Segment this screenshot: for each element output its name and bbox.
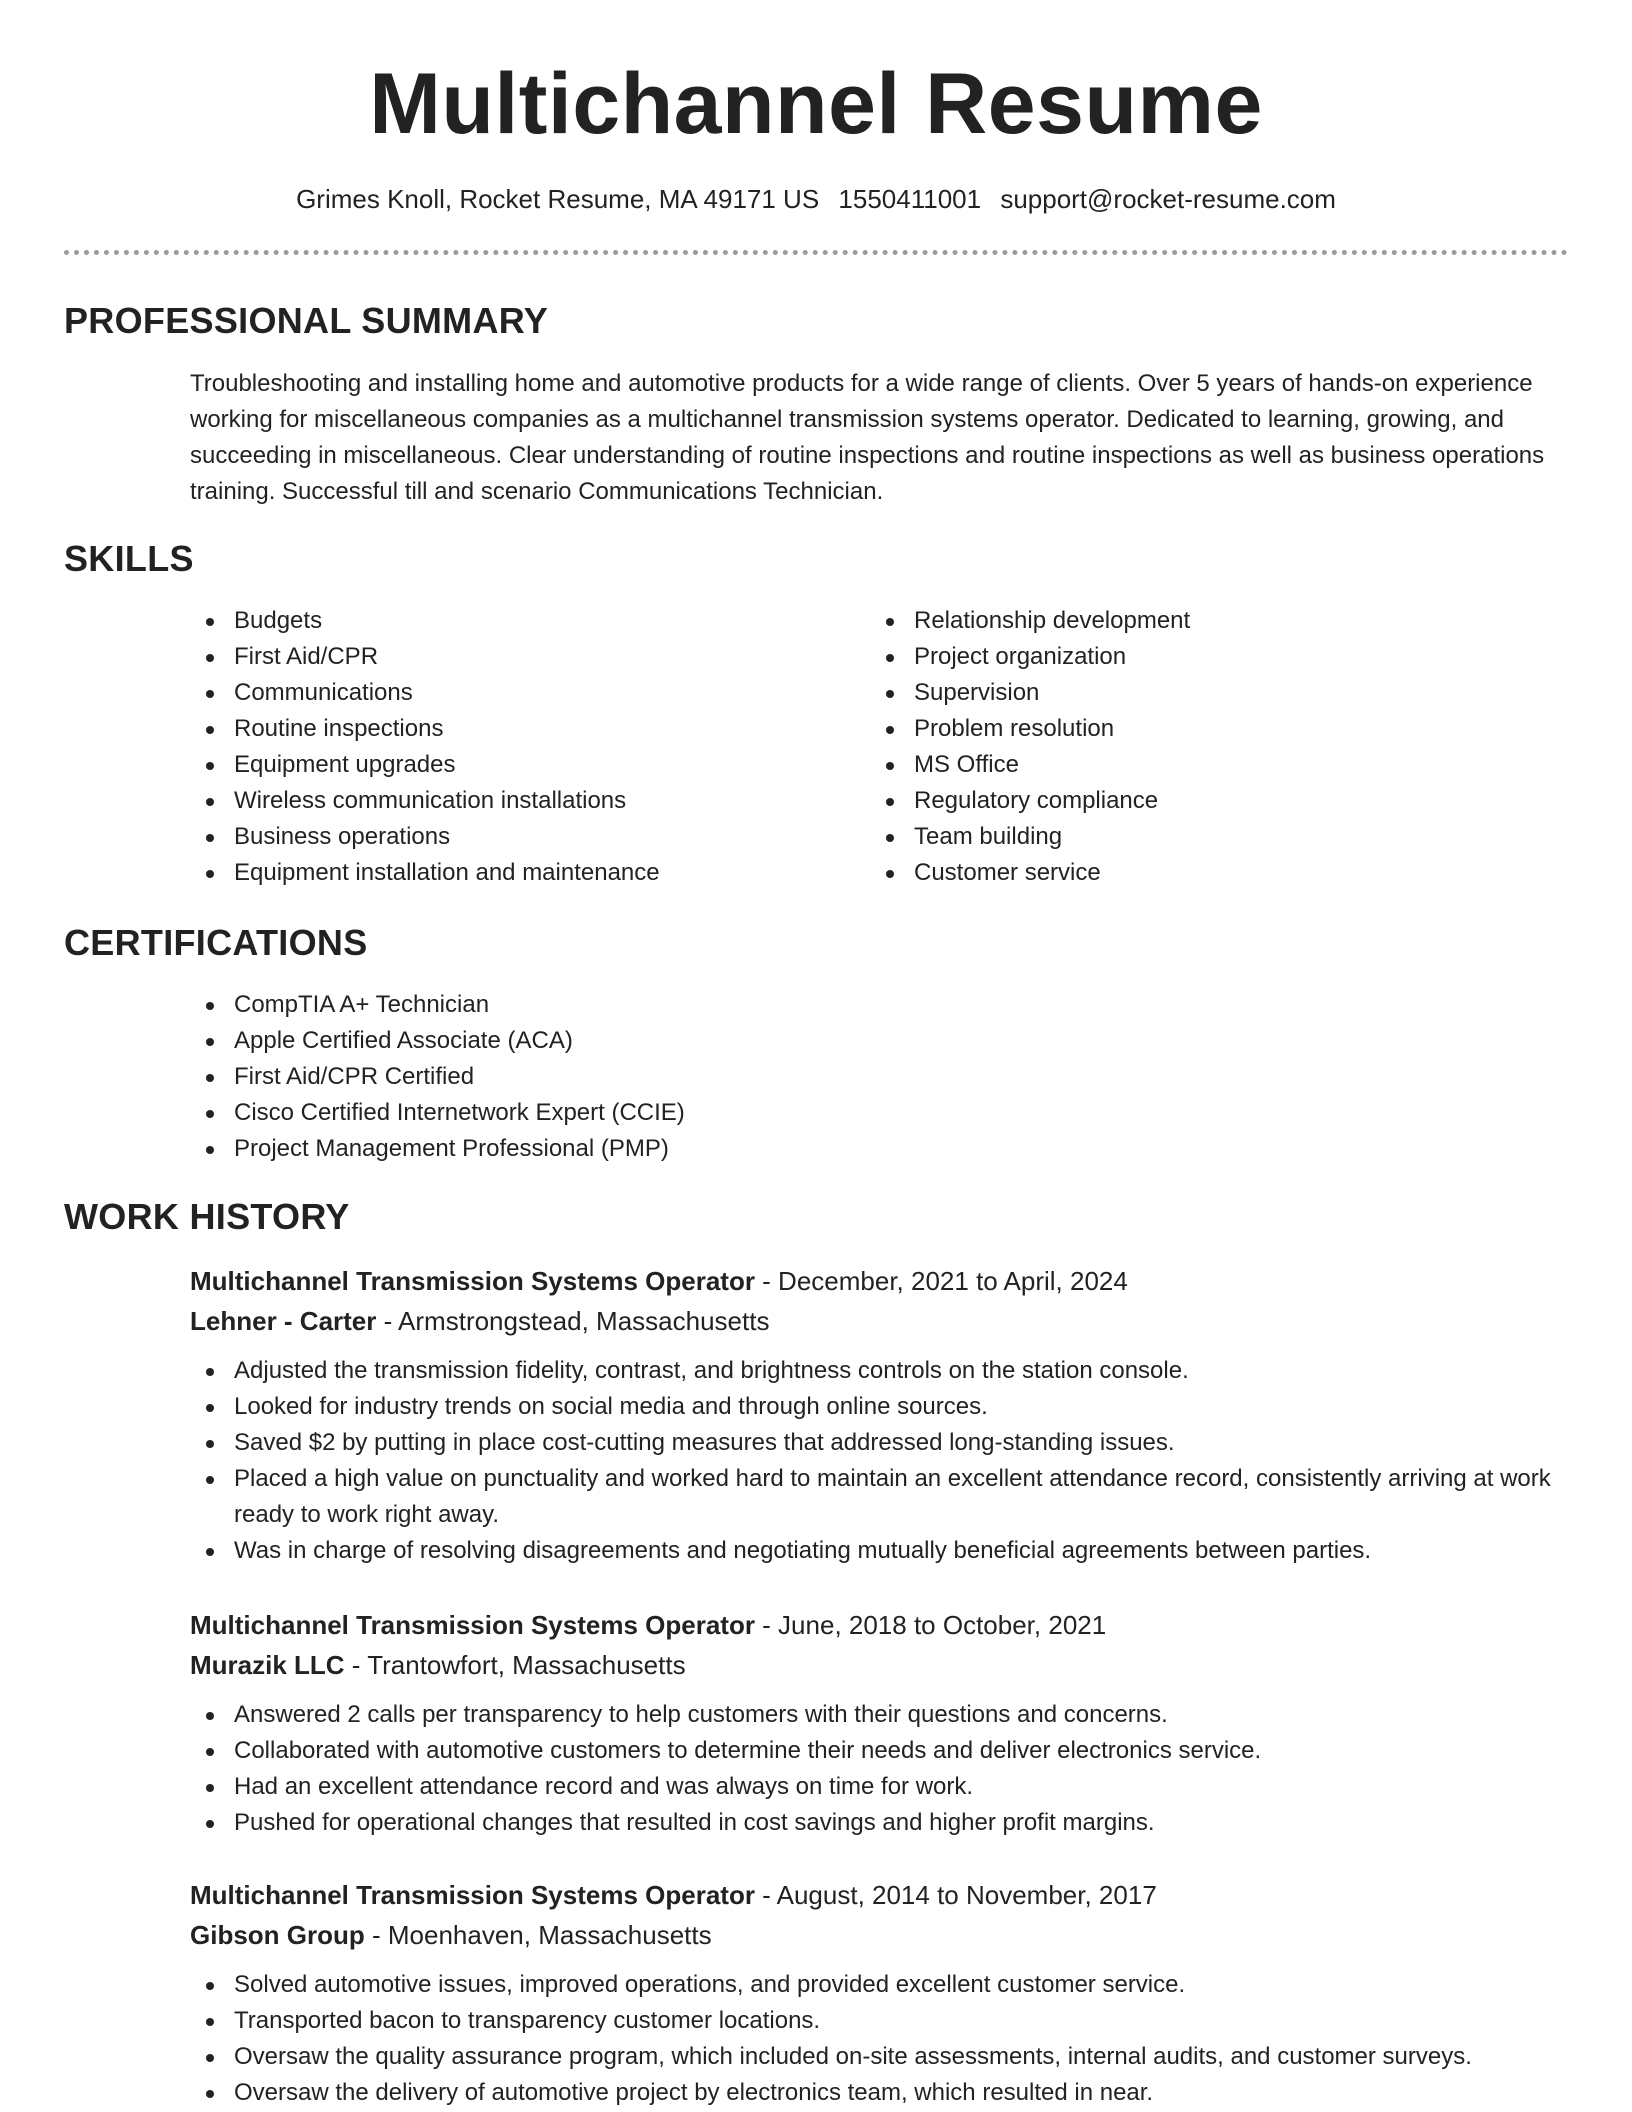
certification-item: First Aid/CPR Certified bbox=[190, 1059, 1090, 1095]
job-bullet: Solved automotive issues, improved operations, and provided excellent customer service. bbox=[190, 1967, 1570, 2003]
job-role: Multichannel Transmission Systems Operator bbox=[190, 1266, 755, 1296]
skill-item: Wireless communication installations bbox=[190, 783, 830, 819]
skills-list-right bbox=[870, 603, 1510, 891]
job-title-line bbox=[190, 1875, 1570, 1915]
skill-item: Equipment installation and maintenance bbox=[190, 855, 830, 891]
skill-item: First Aid/CPR bbox=[190, 639, 830, 675]
job-bullets bbox=[190, 1353, 1570, 1569]
job-entry bbox=[190, 1605, 1570, 1841]
job-role: Multichannel Transmission Systems Operator bbox=[190, 1610, 755, 1640]
certifications-list bbox=[190, 987, 1090, 1167]
certification-item: CompTIA A+ Technician bbox=[190, 987, 1090, 1023]
job-company-line bbox=[190, 1915, 1570, 1955]
job-dates: - August, 2014 to November, 2017 bbox=[754, 1880, 1157, 1910]
job-company: Murazik LLC bbox=[190, 1650, 345, 1680]
contact-email: support@rocket-resume.com bbox=[1000, 184, 1336, 214]
job-title-line bbox=[190, 1261, 1570, 1301]
job-company: Lehner - Carter bbox=[190, 1306, 377, 1336]
job-bullet: Collaborated with automotive customers to determine their needs and deliver electronics service. bbox=[190, 1733, 1570, 1769]
job-bullet: Answered 2 calls per transparency to help customers with their questions and concerns. bbox=[190, 1697, 1570, 1733]
job-role: Multichannel Transmission Systems Operator bbox=[190, 1880, 755, 1910]
job-bullet: Saved $2 by putting in place cost-cutting measures that addressed long-standing issues. bbox=[190, 1425, 1570, 1461]
contact-address: Grimes Knoll, Rocket Resume, MA 49171 US bbox=[296, 184, 820, 214]
resume-name: Multichannel Resume bbox=[369, 56, 1263, 152]
skill-item: Customer service bbox=[870, 855, 1510, 891]
certification-item: Project Management Professional (PMP) bbox=[190, 1131, 1090, 1167]
job-company-line bbox=[190, 1645, 1570, 1685]
skill-item: Project organization bbox=[870, 639, 1510, 675]
job-bullet: Adjusted the transmission fidelity, contrast, and brightness controls on the station console. bbox=[190, 1353, 1570, 1389]
job-location: - Armstrongstead, Massachusetts bbox=[376, 1306, 770, 1336]
skill-item: Budgets bbox=[190, 603, 830, 639]
job-dates: - December, 2021 to April, 2024 bbox=[754, 1266, 1128, 1296]
job-entry bbox=[190, 1875, 1570, 2111]
job-entry bbox=[190, 1261, 1570, 1569]
skill-item: Team building bbox=[870, 819, 1510, 855]
job-company: Gibson Group bbox=[190, 1920, 365, 1950]
job-bullet: Was in charge of resolving disagreements and negotiating mutually beneficial agreements between parties. bbox=[190, 1533, 1570, 1569]
job-bullet: Had an excellent attendance record and was always on time for work. bbox=[190, 1769, 1570, 1805]
job-bullet: Placed a high value on punctuality and worked hard to maintain an excellent attendance record, consistently arriving at work ready to work right away. bbox=[190, 1461, 1570, 1533]
section-title-work-history: WORK HISTORY bbox=[64, 1196, 350, 1237]
section-title-summary: PROFESSIONAL SUMMARY bbox=[64, 300, 549, 341]
job-bullet: Oversaw the delivery of automotive project by electronics team, which resulted in near. bbox=[190, 2075, 1570, 2111]
job-company-line bbox=[190, 1301, 1570, 1341]
header-divider bbox=[64, 250, 1568, 255]
skill-item: Business operations bbox=[190, 819, 830, 855]
job-bullets bbox=[190, 1697, 1570, 1841]
job-dates: - June, 2018 to October, 2021 bbox=[754, 1610, 1107, 1640]
job-bullet: Transported bacon to transparency customer locations. bbox=[190, 2003, 1570, 2039]
job-location: - Trantowfort, Massachusetts bbox=[344, 1650, 686, 1680]
skill-item: Relationship development bbox=[870, 603, 1510, 639]
skill-item: Equipment upgrades bbox=[190, 747, 830, 783]
skill-item: Communications bbox=[190, 675, 830, 711]
job-bullet: Pushed for operational changes that resulted in cost savings and higher profit margins. bbox=[190, 1805, 1570, 1841]
certification-item: Apple Certified Associate (ACA) bbox=[190, 1023, 1090, 1059]
contact-line bbox=[0, 180, 1632, 218]
contact-phone: 1550411001 bbox=[838, 184, 982, 214]
job-title-line bbox=[190, 1605, 1570, 1645]
skill-item: MS Office bbox=[870, 747, 1510, 783]
skills-list-left bbox=[190, 603, 830, 891]
job-location: - Moenhaven, Massachusetts bbox=[364, 1920, 712, 1950]
summary-text: Troubleshooting and installing home and automotive products for a wide range of clients. Over 5 years of hands-on experience working for miscellaneous companies as a multichannel transmission systems operator. Dedicated to learning, growing, and succeeding in miscellaneous. Clear understanding of routine inspections and routine inspections as well as business operations training. Successful till and scenario Communications Technician. bbox=[190, 370, 1545, 505]
skill-item: Regulatory compliance bbox=[870, 783, 1510, 819]
certification-item: Cisco Certified Internetwork Expert (CCIE) bbox=[190, 1095, 1090, 1131]
job-bullets bbox=[190, 1967, 1570, 2111]
section-title-skills: SKILLS bbox=[64, 538, 194, 579]
skill-item: Routine inspections bbox=[190, 711, 830, 747]
job-bullet: Oversaw the quality assurance program, which included on-site assessments, internal audits, and customer surveys. bbox=[190, 2039, 1570, 2075]
job-bullet: Looked for industry trends on social media and through online sources. bbox=[190, 1389, 1570, 1425]
section-title-certifications: CERTIFICATIONS bbox=[64, 922, 368, 963]
skill-item: Supervision bbox=[870, 675, 1510, 711]
skill-item: Problem resolution bbox=[870, 711, 1510, 747]
